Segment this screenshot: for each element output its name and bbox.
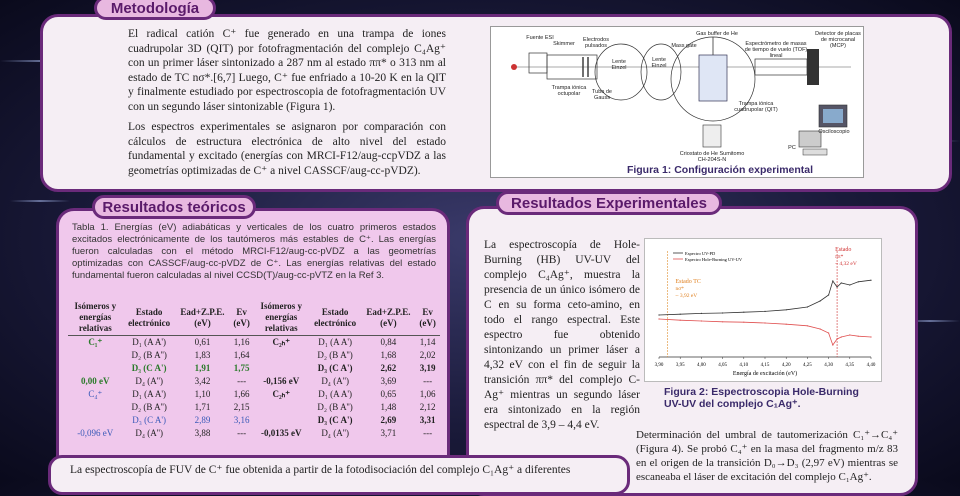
label-osciloscopio: Osciloscopio: [818, 129, 850, 135]
isomer-cell: [68, 349, 123, 362]
table-cell: 2,89: [194, 415, 211, 425]
table-cell: D₄ (A''): [321, 428, 349, 438]
label-electrodos: Electrodos pulsados: [583, 37, 609, 49]
teoricos-title: Resultados teóricos: [92, 195, 256, 219]
label-lente1: Lente Einzel: [611, 59, 627, 71]
isomer-cell: C₄⁺: [88, 389, 103, 399]
table-cell: 1,64: [233, 350, 250, 360]
data-point: [680, 320, 681, 321]
annotation-label: Estado TC: [675, 279, 701, 285]
data-point: [858, 336, 859, 337]
data-point: [832, 344, 833, 345]
annotation-sub: nσ*: [675, 286, 684, 292]
table-row: [68, 349, 440, 362]
isomer-cell: -0,156 eV: [263, 376, 300, 386]
th-ev-l: Ev (eV): [229, 300, 254, 336]
data-point: [849, 284, 850, 285]
table-cell: D₂ (B A''): [317, 350, 353, 360]
isomer-cell: -0,096 eV: [77, 428, 114, 438]
label-tubo-gauss: Tubo de Gauss: [592, 89, 612, 101]
data-point: [841, 336, 842, 337]
isomer-cell: C₂ₕ⁺: [272, 389, 291, 399]
isomer-cell: [68, 414, 123, 427]
table-cell: D₁ (A A'): [318, 337, 352, 347]
table-cell: 1,83: [194, 350, 211, 360]
x-tick-label: 3,90: [654, 363, 664, 368]
x-tick-label: 4,25: [803, 363, 812, 368]
table-cell: 1,91: [194, 363, 211, 373]
data-point: [849, 334, 850, 335]
data-point: [870, 336, 871, 337]
table-cell: D₂ (B A''): [317, 402, 353, 412]
table-cell: 3,42: [194, 376, 211, 386]
annotation-value: ~ 4,32 eV: [835, 261, 857, 267]
table-cell: 2,02: [419, 350, 436, 360]
table-cell: 0,65: [380, 389, 397, 399]
data-point: [743, 312, 744, 313]
data-point: [841, 282, 842, 283]
table-cell: 0,61: [194, 337, 211, 347]
table-cell: 3,69: [380, 376, 397, 386]
data-point: [836, 286, 837, 287]
table-cell: D₁ (A A'): [132, 389, 167, 399]
table-cell: 3,71: [380, 428, 397, 438]
th-ead-l: Ead+Z.P.E. (eV): [176, 300, 229, 336]
x-axis-label: Energía de excitación (eV): [732, 371, 798, 377]
data-point: [870, 280, 871, 281]
th-ead-r: Ead+Z.P.E. (eV): [362, 300, 415, 336]
table-cell: 1,71: [194, 402, 211, 412]
legend-label: Espectro Hole-Burning UV-UV: [685, 257, 743, 262]
label-fuente: Fuente ESI: [526, 35, 554, 41]
x-tick-label: 4,35: [845, 363, 855, 368]
determinacion-text: Determinación del umbral de tautomerización C₁⁺→C₄⁺ (Figura 4). Se probó C₄⁺ en la masa del fragmento m/z 83 en el origen de la transición D₀→D₃ (2,97 eV) mientras se escaneaba el láser de excitación del complejo C₁Ag⁺.: [636, 429, 898, 483]
bottom-text: La espectroscopía de FUV de C⁺ fue obtenida a partir de la fotodisociación del complejo C₁Ag⁺ a diferentes: [70, 464, 571, 476]
data-point: [722, 321, 723, 322]
data-point: [764, 311, 765, 312]
isomer-cell: -0,0135 eV: [261, 428, 302, 438]
table-cell: D₃ (C A'): [131, 363, 167, 373]
table-cell: D₂ (B A''): [131, 350, 167, 360]
data-point: [658, 318, 659, 319]
label-lente2: Lente Einzel: [651, 57, 667, 69]
isomer-cell: [68, 401, 123, 414]
data-point: [807, 325, 808, 326]
table-cell: ---: [423, 428, 433, 438]
experimentales-text: La espectroscopía de Hole-Burning (HB) UV-UV del complejo C₄Ag⁺, muestra la presencia de un único isómero de C en su forma ceto-amino, en todo el rango espectral. Este espectro fue obtenido sintonizando un primer láser a 4,32 eV con el fin de seguir la transición ππ* del complejo C-Ag⁺ mientras un segundo láser era sintonizado en la región espectral de 3,9 – 4,4 eV.: [484, 239, 640, 431]
annotation-value: ~ 3,92 eV: [675, 293, 698, 299]
figure1-caption: Figura 1: Configuración experimental: [626, 164, 814, 176]
data-point: [820, 328, 821, 329]
th-ev-r: Ev (eV): [415, 300, 440, 336]
table-cell: 1,14: [419, 337, 436, 347]
x-tick-label: 3,95: [675, 363, 685, 368]
data-point: [828, 294, 829, 295]
table-row: [68, 375, 440, 388]
isomer-cell: [254, 414, 309, 427]
data-point: [743, 322, 744, 323]
annotation-sub: ππ*: [835, 254, 844, 260]
data-point: [836, 338, 837, 339]
isomer-cell: [254, 401, 309, 414]
experimentales-title: Resultados Experimentales: [496, 191, 722, 215]
x-tick-label: 4,30: [824, 363, 833, 368]
table-cell: 1,10: [194, 389, 211, 399]
table-cell: D₁ (A A'): [318, 389, 352, 399]
table-cell: D₃ (C A'): [317, 363, 353, 373]
isomer-cell: [68, 362, 123, 375]
x-tick-label: 4,10: [739, 363, 749, 368]
metodologia-p1: El radical catión C⁺ fue generado en una trampa de iones cuadrupolar 3D (QIT) por fotofragmentación del complejo C₄Ag⁺ con un primer láser sintonizado a 287 nm al estado ππ* o 313 nm al estado de TC nσ*.[6,7] Luego, C⁺ fue enfriado a 10-20 K en la QIT y finalmente estudiado por espectroscopia de fotofragmentación UV con un segundo láser sintonizable (Figura 1).: [128, 28, 446, 113]
table-cell: D₄ (A''): [135, 428, 163, 438]
th-isomero-r: Isómeros y energías relativas: [254, 300, 309, 336]
data-point: [701, 320, 702, 321]
table-cell: 1,66: [233, 389, 250, 399]
data-point: [820, 300, 821, 301]
figure1-setup: [490, 26, 864, 178]
label-gas-buffer: Gas buffer de He: [696, 31, 738, 37]
label-skimmer: Skimmer: [553, 41, 575, 47]
x-tick-label: 4,40: [866, 363, 876, 368]
table-row: [68, 401, 440, 414]
legend-label: Espectro UV-PD: [685, 251, 716, 256]
data-point: [722, 312, 723, 313]
th-isomero-l: Isómeros y energías relativas: [68, 300, 123, 336]
energy-table: [68, 300, 440, 440]
table-cell: 3,16: [233, 415, 250, 425]
annotation-label: Estado: [835, 247, 852, 253]
table-row: [68, 362, 440, 375]
data-point: [858, 281, 859, 282]
th-estado-r: Estado electrónico: [309, 300, 362, 336]
data-point: [832, 280, 833, 281]
metodologia-p2: Los espectros experimentales se asignaron por comparación con cálculos de estructura electrónica de alto nivel del estado fundamental y excitado (energías con MRCI-F12/aug-ccpVDZ a las geometrías optimizadas de C⁺ a nivel CASSCF/aug-cc-pVDZ).: [128, 121, 446, 177]
table-row: [68, 336, 440, 350]
label-criostato: Criostato de He Sumitomo CH-204S-N: [679, 151, 745, 163]
table-row: [68, 388, 440, 401]
table-cell: 3,31: [419, 415, 436, 425]
table-cell: 1,75: [233, 363, 250, 373]
table-cell: D₃ (C A'): [132, 415, 167, 425]
table-cell: 2,62: [380, 363, 397, 373]
isomer-cell: 0,00 eV: [81, 376, 110, 386]
table-cell: D₂ (B A''): [131, 402, 167, 412]
data-point: [680, 314, 681, 315]
data-point: [701, 313, 702, 314]
data-point: [786, 324, 787, 325]
isomer-cell: C₁⁺: [88, 337, 103, 347]
table-cell: D₄ (A''): [321, 376, 349, 386]
metodologia-text: [128, 27, 446, 184]
figure2-caption: Figura 2: Espectroscopia Hole-Burning UV-UV del complejo C₁Ag⁺.: [664, 386, 859, 410]
table-cell: 3,88: [194, 428, 211, 438]
table-row: [68, 414, 440, 427]
isomer-cell: [254, 349, 309, 362]
table-cell: 0,84: [380, 337, 397, 347]
table-cell: 2,69: [380, 415, 397, 425]
table-cell: 1,16: [233, 337, 250, 347]
table-cell: 2,15: [233, 402, 250, 412]
x-tick-label: 4,15: [760, 363, 770, 368]
teoricos-caption: Tabla 1. Energías (eV) adiabáticas y verticales de los cuatro primeros estados excitados electrónicamente de los tautómeros más estables de C⁺. Las energías fueron calculadas con el método MRCI-F12/aug-cc-pVDZ a las geometrías optimizadas con CASSCF/aug-cc-pVDZ de C⁺. Las energías relativas del estado fundamental fueron calculadas al nivel CCSD(T)/aug-cc-pVTZ en la Ref 3.: [72, 222, 436, 281]
label-trampa-oct: Trampa iónica octupolar: [551, 85, 587, 97]
label-pc: PC: [788, 145, 796, 151]
label-espectrometro: Espectrómetro de masas de tiempo de vuelo (TOF) lineal: [744, 41, 808, 59]
data-point: [764, 322, 765, 323]
table-cell: 1,48: [380, 402, 397, 412]
table-cell: D₄ (A''): [135, 376, 163, 386]
label-trampa-cuad: Trampa iónica cuadrupolar (QIT): [734, 101, 778, 113]
data-point: [658, 314, 659, 315]
isomer-cell: C₂ₕ⁺: [272, 337, 291, 347]
isomer-cell: [254, 362, 309, 375]
table-cell: 1,68: [380, 350, 397, 360]
data-point: [786, 309, 787, 310]
x-tick-label: 4,05: [718, 363, 727, 368]
table-cell: D₁ (A A'): [132, 337, 167, 347]
chart-svg: [645, 239, 881, 381]
figure2-chart: [644, 238, 882, 382]
table-row: [68, 427, 440, 440]
metodologia-title: Metodología: [94, 0, 216, 20]
table-cell: 2,12: [419, 402, 436, 412]
label-detector: Detector de placas de microcanal (MCP): [815, 31, 861, 49]
table-cell: ---: [423, 376, 433, 386]
bg-streak: [10, 200, 70, 202]
x-tick-label: 4,00: [697, 363, 706, 368]
table-cell: D₃ (C A'): [317, 415, 353, 425]
x-tick-label: 4,20: [781, 363, 791, 368]
data-point: [828, 332, 829, 333]
table-cell: ---: [237, 376, 247, 386]
label-mass-gate: Mass gate: [671, 43, 697, 49]
data-point: [807, 306, 808, 307]
th-estado-l: Estado electrónico: [123, 300, 176, 336]
table-cell: 3,19: [419, 363, 436, 373]
table-cell: 1,06: [419, 389, 436, 399]
table-cell: ---: [237, 428, 247, 438]
